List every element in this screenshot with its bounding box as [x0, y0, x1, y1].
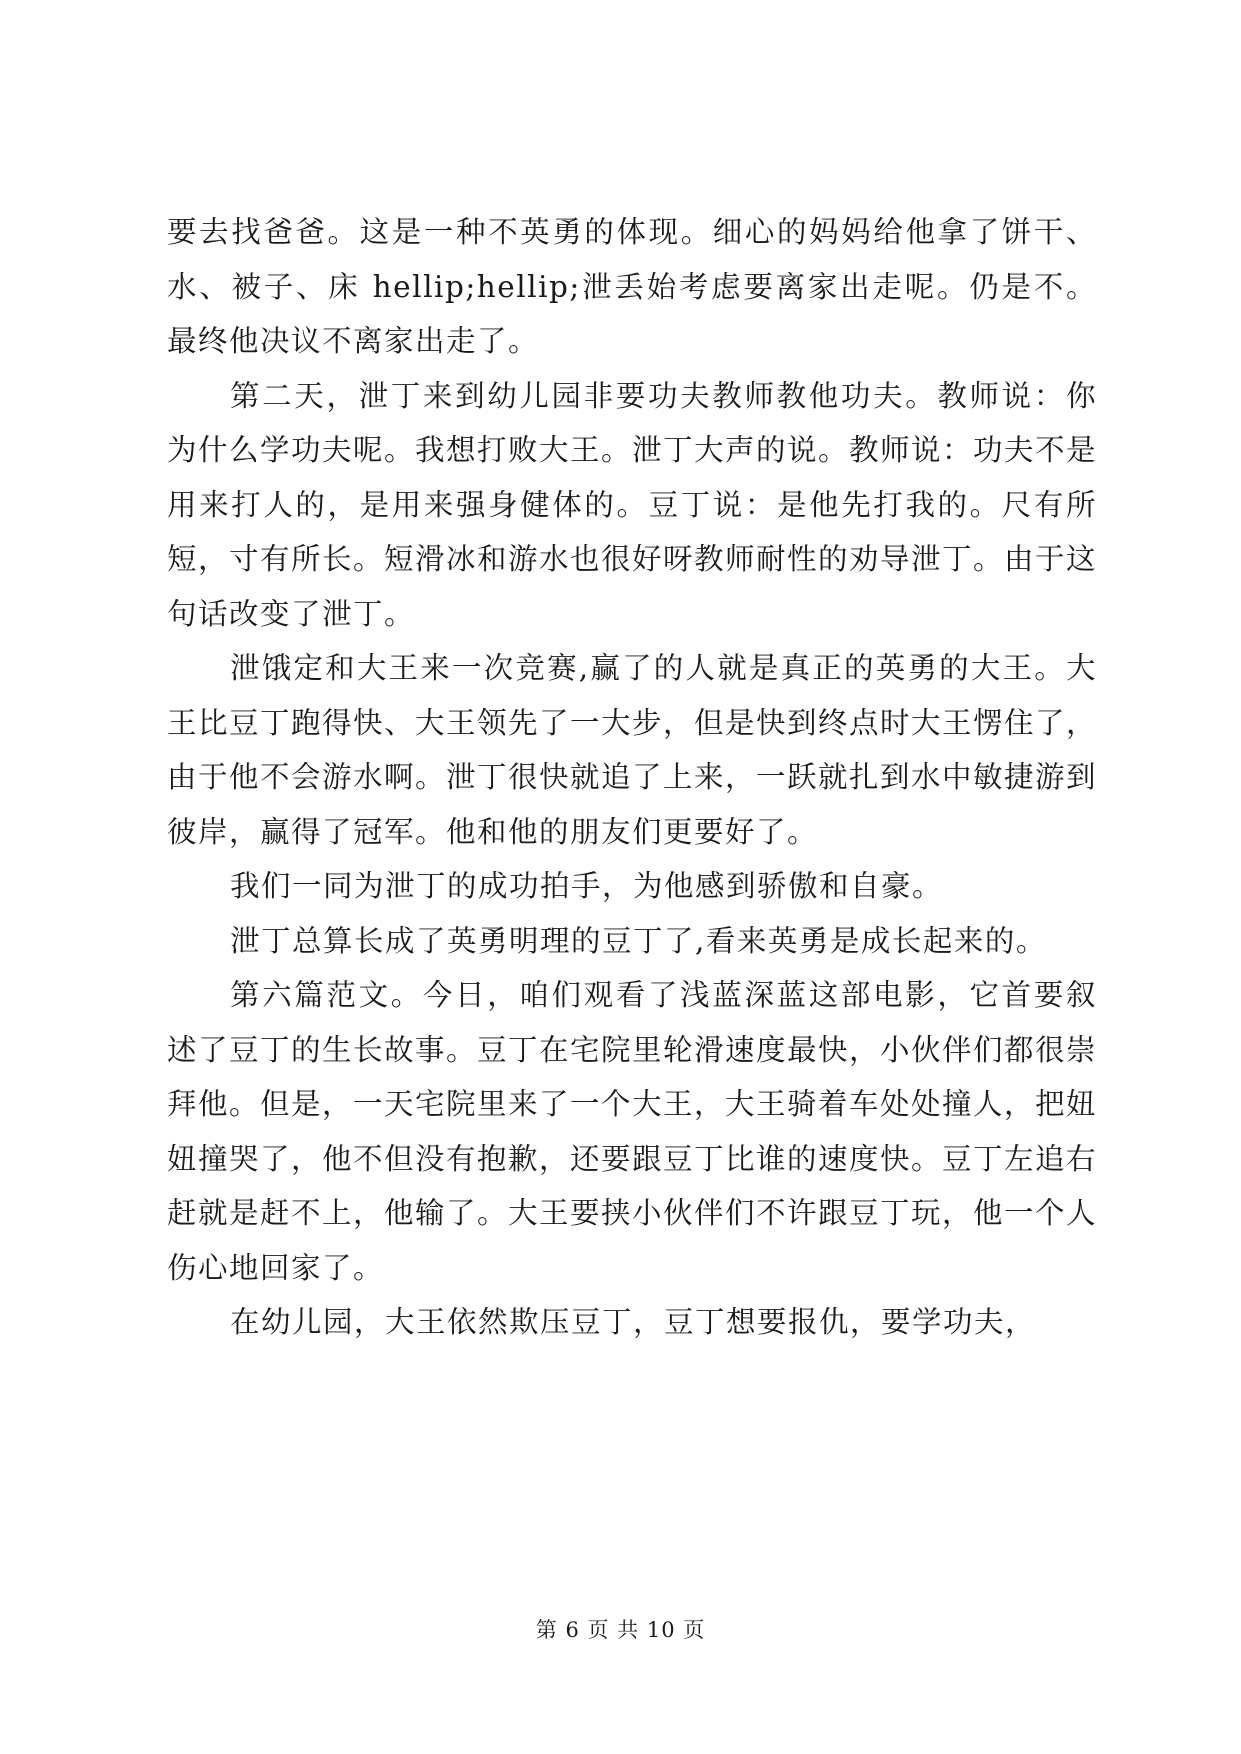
- paragraph-1: 要去找爸爸。这是一种不英勇的体现。细心的妈妈给他拿了饼干、水、被子、床 hellip;hellip;泄丢始考虑要离家出走呢。仍是不。最终他决议不离家出走了。: [167, 215, 1097, 358]
- page-number-footer: 第 6 页 共 10 页: [535, 1618, 706, 1642]
- body-text: [167, 205, 1097, 1350]
- paragraph-7: 在幼儿园，大王依然欺压豆丁，豆丁想要报仇，要学功夫，: [230, 1305, 1037, 1339]
- paragraph-4: 我们一同为泄丁的成功拍手，为他感到骄傲和自豪。: [230, 869, 944, 903]
- paragraph-5: 泄丁总算长成了英勇明理的豆丁了,看来英勇是成长起来的。: [230, 923, 1047, 958]
- paragraph-6: 第六篇范文。今日，咱们观看了浅蓝深蓝这部电影，它首要叙述了豆丁的生长故事。豆丁在宅院里轮滑速度最快，小伙伴们都很崇拜他。但是，一天宅院里来了一个大王，大王骑着车处处撞人，把妞妞撞哭了，他不但没有抱歉，还要跟豆丁比谁的速度快。豆丁左追右赶就是赶不上，他输了。大王要挟小伙伴们不许跟豆丁玩，他一个人伤心地回家了。: [167, 978, 1098, 1285]
- paragraph-2: 第二天，泄丁来到幼儿园非要功夫教师教他功夫。教师说：你为什么学功夫呢。我想打败大王。泄丁大声的说。教师说：功夫不是用来打人的，是用来强身健体的。豆丁说：是他先打我的。尺有所短，寸有所长。短滑冰和游水也很好呀教师耐性的劝导泄丁。由于这句话改变了泄丁。: [167, 378, 1098, 631]
- paragraph-3: 泄饿定和大王来一次竞赛,赢了的人就是真正的英勇的大王。大王比豆丁跑得快、大王领先了一大步，但是快到终点时大王愣住了，由于他不会游水啊。泄丁很快就追了上来，一跃就扎到水中敏捷游到彼岸，赢得了冠军。他和他的朋友们更要好了。: [167, 651, 1098, 849]
